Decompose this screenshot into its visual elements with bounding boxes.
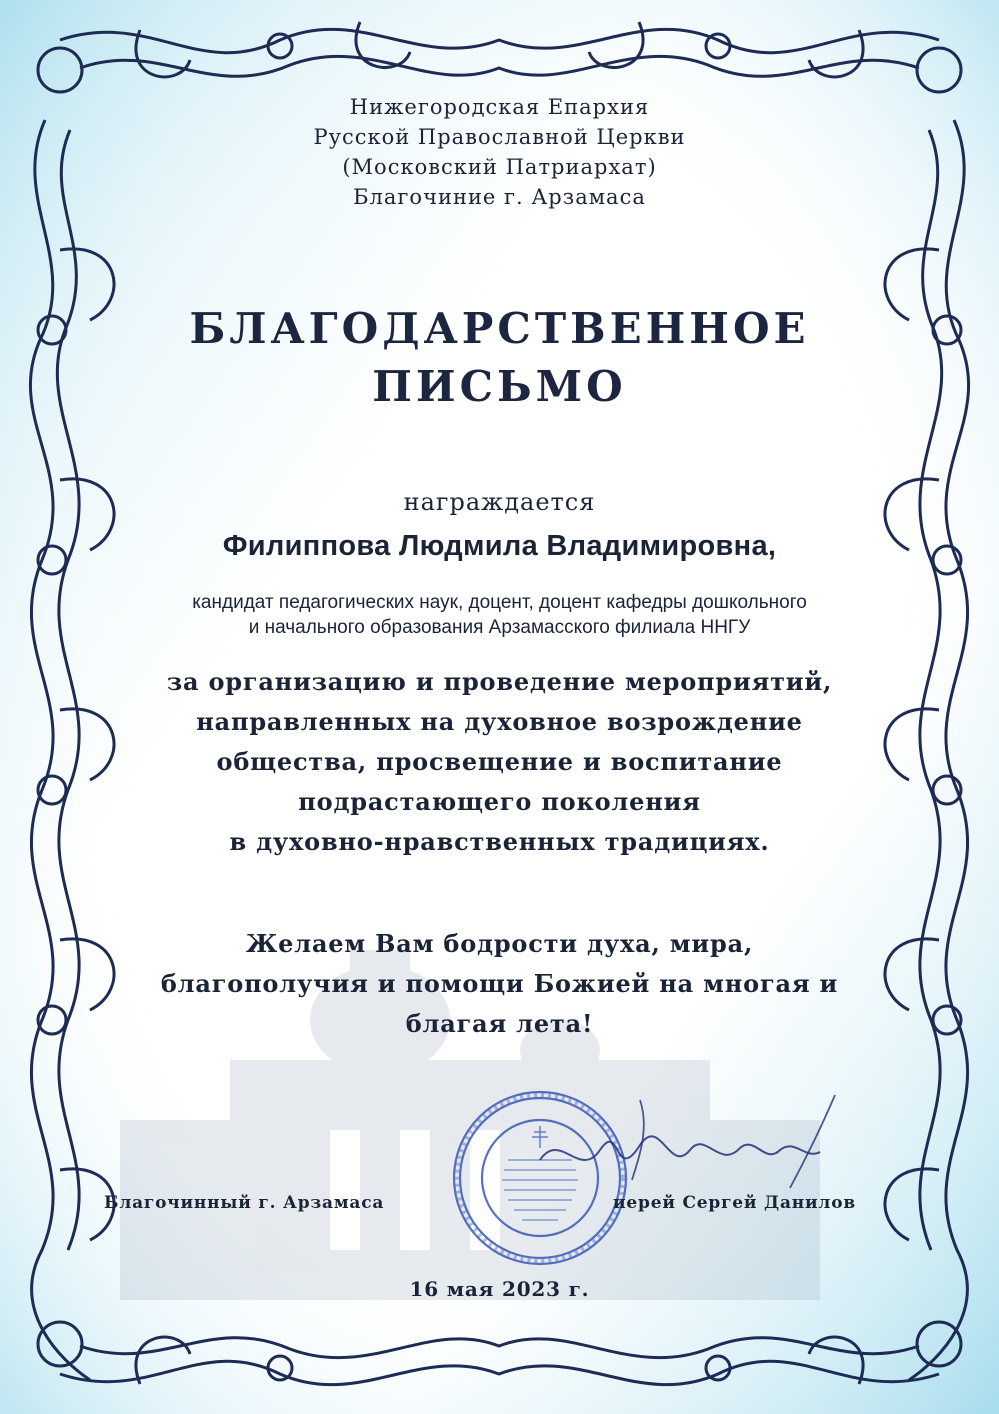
reason-line: подрастающего поколения xyxy=(298,787,701,816)
handwritten-signature xyxy=(520,1090,870,1190)
signatory-name: иерей Сергей Данилов xyxy=(613,1193,856,1213)
recipient-position xyxy=(0,590,999,640)
document-title xyxy=(0,300,999,416)
wishes-line: благая лета! xyxy=(405,1009,594,1038)
issuer-line-4: Благочиние г. Арзамаса xyxy=(353,185,646,209)
position-line-1: кандидат педагогических наук, доцент, доцент кафедры дошкольного xyxy=(192,592,807,613)
issue-date: 16 мая 2023 г. xyxy=(409,1277,590,1301)
signatory-title: Благочинный г. Арзамаса xyxy=(104,1193,385,1213)
reason-line: за организацию и проведение мероприятий, xyxy=(166,667,833,696)
recipient-name: Филиппова Людмила Владимировна, xyxy=(222,530,777,562)
title-line-2: ПИСЬМО xyxy=(372,362,627,411)
issuer-line-2: Русской Православной Церкви xyxy=(313,125,686,149)
award-reason xyxy=(0,662,999,862)
wishes-line: Желаем Вам бодрости духа, мира, xyxy=(245,929,754,958)
reason-line: общества, просвещение и воспитание xyxy=(216,747,783,776)
reason-line: в духовно-нравственных традициях. xyxy=(229,827,770,856)
reason-line: направленных на духовное возрождение xyxy=(196,707,803,736)
wishes-text xyxy=(0,924,999,1044)
position-line-2: и начального образования Арзамасского филиала ННГУ xyxy=(248,617,751,638)
title-line-1: БЛАГОДАРСТВЕННОЕ xyxy=(189,304,810,353)
issuer-header xyxy=(0,92,999,212)
issuer-line-3: (Московский Патриархат) xyxy=(342,155,657,179)
awarded-label: награждается xyxy=(403,488,596,516)
wishes-line: благополучия и помощи Божией на многая и xyxy=(160,969,839,998)
issuer-line-1: Нижегородская Епархия xyxy=(349,95,650,119)
